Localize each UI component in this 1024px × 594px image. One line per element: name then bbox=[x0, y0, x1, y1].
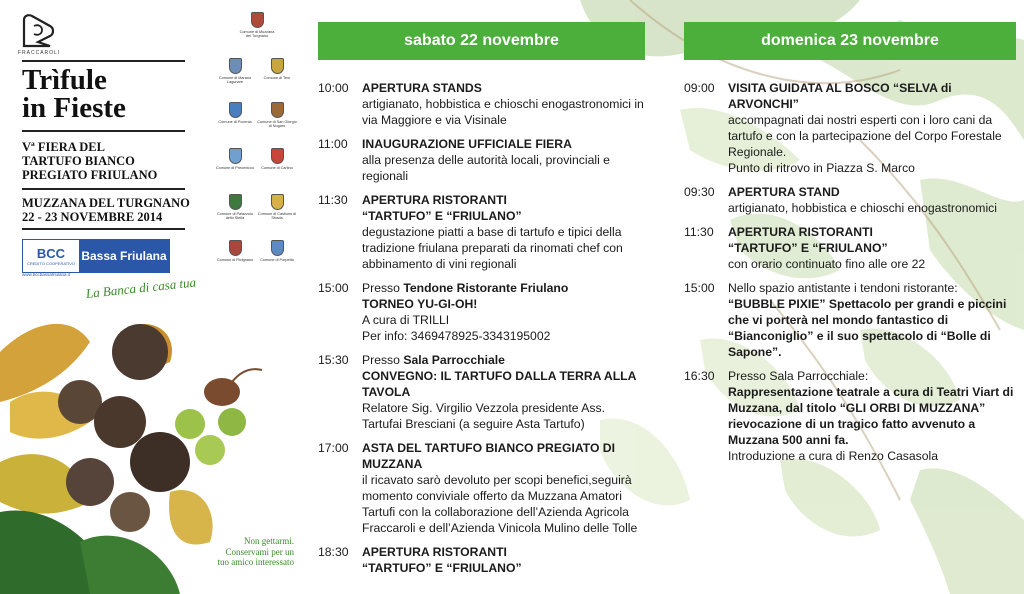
event-time: 09:00 bbox=[684, 81, 715, 95]
crest-item bbox=[258, 102, 296, 128]
event-line bbox=[362, 280, 645, 296]
event-line bbox=[362, 352, 645, 368]
title-rule-bottom bbox=[22, 130, 185, 132]
crest-item bbox=[258, 240, 296, 262]
event-title-line-2: in Fieste bbox=[22, 92, 126, 124]
event-body bbox=[362, 440, 645, 536]
crest-icon bbox=[229, 240, 242, 256]
event-time: 15:30 bbox=[318, 353, 349, 367]
event-title bbox=[22, 66, 126, 122]
saturday-column bbox=[318, 22, 645, 584]
event-time: 15:00 bbox=[318, 281, 349, 295]
crest-item bbox=[238, 12, 276, 38]
place-line: MUZZANA DEL TURGNANO bbox=[22, 196, 190, 210]
event-time: 16:30 bbox=[684, 369, 715, 383]
crest-icon bbox=[229, 148, 242, 164]
event-time: 10:00 bbox=[318, 81, 349, 95]
crest-name: Comune di Porpetto bbox=[260, 258, 294, 262]
event-description: artigianato, hobbistica e chioschi enogastronomici in via Maggiore e via Visinale bbox=[362, 97, 644, 127]
schedule-event bbox=[684, 184, 1016, 216]
schedule-event bbox=[318, 352, 645, 432]
crest-name: Comune di Pocenia bbox=[218, 120, 252, 124]
bank-slogan: La Banca di casa tua bbox=[85, 274, 197, 301]
event-title: ASTA DEL TARTUFO BIANCO PREGIATO DI MUZZANA bbox=[362, 441, 615, 471]
event-line bbox=[362, 136, 645, 152]
bank-url: www.bccbassafriulana.it bbox=[22, 272, 71, 277]
recycle-note-line-2: Conservami per un bbox=[225, 546, 294, 557]
crest-icon bbox=[229, 194, 242, 210]
crest-icon bbox=[251, 12, 264, 28]
event-title: APERTURA STAND bbox=[728, 185, 840, 199]
event-line bbox=[728, 280, 1016, 296]
crest-item bbox=[216, 148, 254, 170]
event-line bbox=[728, 160, 1016, 176]
crest-name: Comune di Precenicco bbox=[215, 166, 255, 170]
crest-item bbox=[216, 58, 254, 84]
saturday-header: sabato 22 novembre bbox=[318, 22, 645, 60]
schedule-event bbox=[318, 192, 645, 272]
event-body bbox=[362, 280, 645, 344]
schedule-event bbox=[318, 440, 645, 536]
subtitle-rule bbox=[22, 188, 185, 190]
schedule-event bbox=[684, 80, 1016, 176]
schedule-event bbox=[684, 224, 1016, 272]
event-description: artigianato, hobbistica e chioschi enogastronomici bbox=[728, 201, 997, 215]
fair-subtitle-line-3: PREGIATO FRIULANO bbox=[22, 168, 158, 182]
event-line bbox=[728, 448, 1016, 464]
place-rule bbox=[22, 228, 185, 230]
event-line bbox=[728, 368, 1016, 384]
event-line bbox=[362, 208, 645, 224]
event-title: “TARTUFO” E “FRIULANO” bbox=[728, 241, 888, 255]
event-title: Sala Parrocchiale bbox=[403, 353, 505, 367]
saturday-events bbox=[318, 80, 645, 576]
event-line bbox=[362, 312, 645, 328]
event-description: A cura di TRILLI bbox=[362, 313, 450, 327]
event-description: il ricavato sarò devoluto per scopi benefici,seguirà momento conviviale offerto da Muzzana Amatori Tartufi con la collaborazione dell’Azienda Agricola Fraccaroli e dell’Azienda Vinicola Mulino delle Tolle bbox=[362, 473, 638, 535]
event-title: TORNEO YU-GI-OH! bbox=[362, 297, 478, 311]
date-line: 22 - 23 NOVEMBRE 2014 bbox=[22, 210, 163, 224]
crest-icon bbox=[229, 102, 242, 118]
crest-icon bbox=[271, 194, 284, 210]
crest-name: Comune di Marano Lagunare bbox=[218, 76, 252, 85]
event-description: Per info: 3469478925-3343195002 bbox=[362, 329, 551, 343]
event-line bbox=[362, 328, 645, 344]
event-line-prefix: Presso bbox=[362, 281, 404, 295]
left-panel bbox=[0, 0, 300, 594]
event-title: APERTURA RISTORANTI bbox=[362, 545, 507, 559]
sunday-column bbox=[684, 22, 1016, 472]
crest-item bbox=[258, 58, 296, 80]
crest-item bbox=[216, 194, 254, 220]
event-body bbox=[362, 352, 645, 432]
crest-name: Comune di Carlino bbox=[261, 166, 293, 170]
event-title: INAUGURAZIONE UFFICIALE FIERA bbox=[362, 137, 572, 151]
schedule-event bbox=[318, 80, 645, 128]
event-line bbox=[362, 400, 645, 432]
event-body bbox=[362, 136, 645, 184]
crest-icon bbox=[271, 58, 284, 74]
fair-subtitle bbox=[22, 140, 157, 182]
recycle-note bbox=[214, 536, 294, 568]
event-body bbox=[728, 280, 1016, 360]
event-time: 11:00 bbox=[318, 137, 348, 151]
event-line bbox=[362, 472, 645, 536]
event-time: 09:30 bbox=[684, 185, 715, 199]
fraccaroli-logo-icon bbox=[20, 12, 58, 50]
event-description: Nello spazio antistante i tendoni ristorante: bbox=[728, 281, 958, 295]
event-time: 11:30 bbox=[684, 225, 714, 239]
event-body bbox=[728, 80, 1016, 176]
event-line bbox=[362, 560, 645, 576]
event-title: VISITA GUIDATA AL BOSCO “SELVA di ARVONCHI” bbox=[728, 81, 952, 111]
event-line bbox=[362, 224, 645, 272]
event-line bbox=[728, 200, 1016, 216]
event-description: Presso Sala Parrocchiale: bbox=[728, 369, 869, 383]
crest-name: Comune di Castions di Strada bbox=[257, 212, 297, 221]
event-body bbox=[362, 80, 645, 128]
event-line-prefix: Presso bbox=[362, 353, 404, 367]
event-body bbox=[728, 184, 1016, 216]
bank-sub: CREDITO COOPERATIVO bbox=[26, 261, 76, 266]
event-line bbox=[728, 80, 1016, 112]
event-description: accompagnati dai nostri esperti con i loro cani da tartufo e con la partecipazione del Corpo Forestale Regionale. bbox=[728, 113, 1002, 159]
crest-icon bbox=[229, 58, 242, 74]
crest-name: Comune di Palazzolo dello Stella bbox=[217, 212, 253, 221]
event-line bbox=[728, 240, 1016, 256]
event-time: 11:30 bbox=[318, 193, 348, 207]
event-body bbox=[728, 224, 1016, 272]
bank-name: Bassa Friulana bbox=[79, 240, 169, 272]
schedule-event bbox=[684, 368, 1016, 464]
event-description: Punto di ritrovo in Piazza S. Marco bbox=[728, 161, 915, 175]
event-title: “BUBBLE PIXIE” Spettacolo per grandi e piccini che vi porterà nel mondo fantastico di “Bianconiglio” e il suo spettacolo di “Bolle di Sapone”. bbox=[728, 297, 1007, 359]
logo-caption: FRACCAROLI bbox=[18, 50, 61, 56]
bank-mark: BCC bbox=[36, 246, 66, 261]
event-line bbox=[362, 440, 645, 472]
crest-icon bbox=[271, 148, 284, 164]
event-line bbox=[362, 296, 645, 312]
crest-item bbox=[258, 148, 296, 170]
event-body bbox=[728, 368, 1016, 464]
crest-name: Comune di Rivignano bbox=[216, 258, 254, 262]
title-rule-top bbox=[22, 60, 185, 62]
sunday-events bbox=[684, 80, 1016, 464]
crest-icon bbox=[271, 102, 284, 118]
crest-name: Comune di San Giorgio di Nogaro bbox=[257, 120, 297, 129]
recycle-note-line-3: tuo amico interessato bbox=[217, 557, 294, 567]
event-line bbox=[362, 544, 645, 560]
event-line bbox=[728, 224, 1016, 240]
event-body bbox=[362, 544, 645, 576]
crest-icon bbox=[271, 240, 284, 256]
crest-item bbox=[258, 194, 296, 220]
event-description: Introduzione a cura di Renzo Casasola bbox=[728, 449, 939, 463]
event-line bbox=[728, 296, 1016, 360]
fair-subtitle-line-2: TARTUFO BIANCO bbox=[22, 154, 135, 168]
crest-name: Comune di Muzzana del Turgnano bbox=[239, 30, 275, 39]
place-and-date bbox=[22, 196, 190, 224]
event-description: con orario continuato fino alle ore 22 bbox=[728, 257, 926, 271]
recycle-note-line-1: Non gettarmi. bbox=[244, 536, 294, 546]
fair-subtitle-line-1: Vª FIERA DEL bbox=[22, 140, 105, 154]
event-line bbox=[728, 112, 1016, 160]
event-line bbox=[728, 184, 1016, 200]
bank-logo bbox=[22, 239, 170, 273]
crest-item bbox=[216, 240, 254, 262]
schedule-event bbox=[318, 136, 645, 184]
event-time: 18:30 bbox=[318, 545, 349, 559]
sunday-header: domenica 23 novembre bbox=[684, 22, 1016, 60]
event-line bbox=[362, 368, 645, 400]
event-description: alla presenza delle autorità locali, provinciali e regionali bbox=[362, 153, 610, 183]
event-title: “TARTUFO” E “FRIULANO” bbox=[362, 209, 522, 223]
event-line bbox=[362, 96, 645, 128]
schedule-event bbox=[318, 280, 645, 344]
event-line bbox=[728, 384, 1016, 448]
event-title: Tendone Ristorante Friulano bbox=[403, 281, 569, 295]
event-title: APERTURA RISTORANTI bbox=[728, 225, 873, 239]
event-title: “TARTUFO” E “FRIULANO” bbox=[362, 561, 522, 575]
schedule-event bbox=[684, 280, 1016, 360]
event-time: 15:00 bbox=[684, 281, 715, 295]
event-line bbox=[362, 80, 645, 96]
crest-item bbox=[216, 102, 254, 124]
event-title-line-1: Trìfule bbox=[22, 64, 107, 96]
event-line bbox=[362, 152, 645, 184]
event-line bbox=[728, 256, 1016, 272]
event-title: APERTURA RISTORANTI bbox=[362, 193, 507, 207]
event-description: Relatore Sig. Virgilio Vezzola presidente Ass. Tartufai Bresciani (a seguire Asta Tartufo) bbox=[362, 401, 605, 431]
event-body bbox=[362, 192, 645, 272]
event-line bbox=[362, 192, 645, 208]
schedule-event bbox=[318, 544, 645, 576]
event-title: Rappresentazione teatrale a cura di Teatri Viart di Muzzana, dal titolo “GLI ORBI DI MUZZANA” rievocazione di un tragico fatto avvenuto a Muzzana 500 anni fa. bbox=[728, 385, 1014, 447]
event-time: 17:00 bbox=[318, 441, 349, 455]
crest-name: Comune di Teor bbox=[263, 76, 291, 80]
event-description: degustazione piatti a base di tartufo e tipici della tradizione friulana preparati da rinomati chef con abbinamento di vini regionali bbox=[362, 225, 623, 271]
event-title: CONVEGNO: IL TARTUFO DALLA TERRA ALLA TAVOLA bbox=[362, 369, 636, 399]
event-title: APERTURA STANDS bbox=[362, 81, 482, 95]
